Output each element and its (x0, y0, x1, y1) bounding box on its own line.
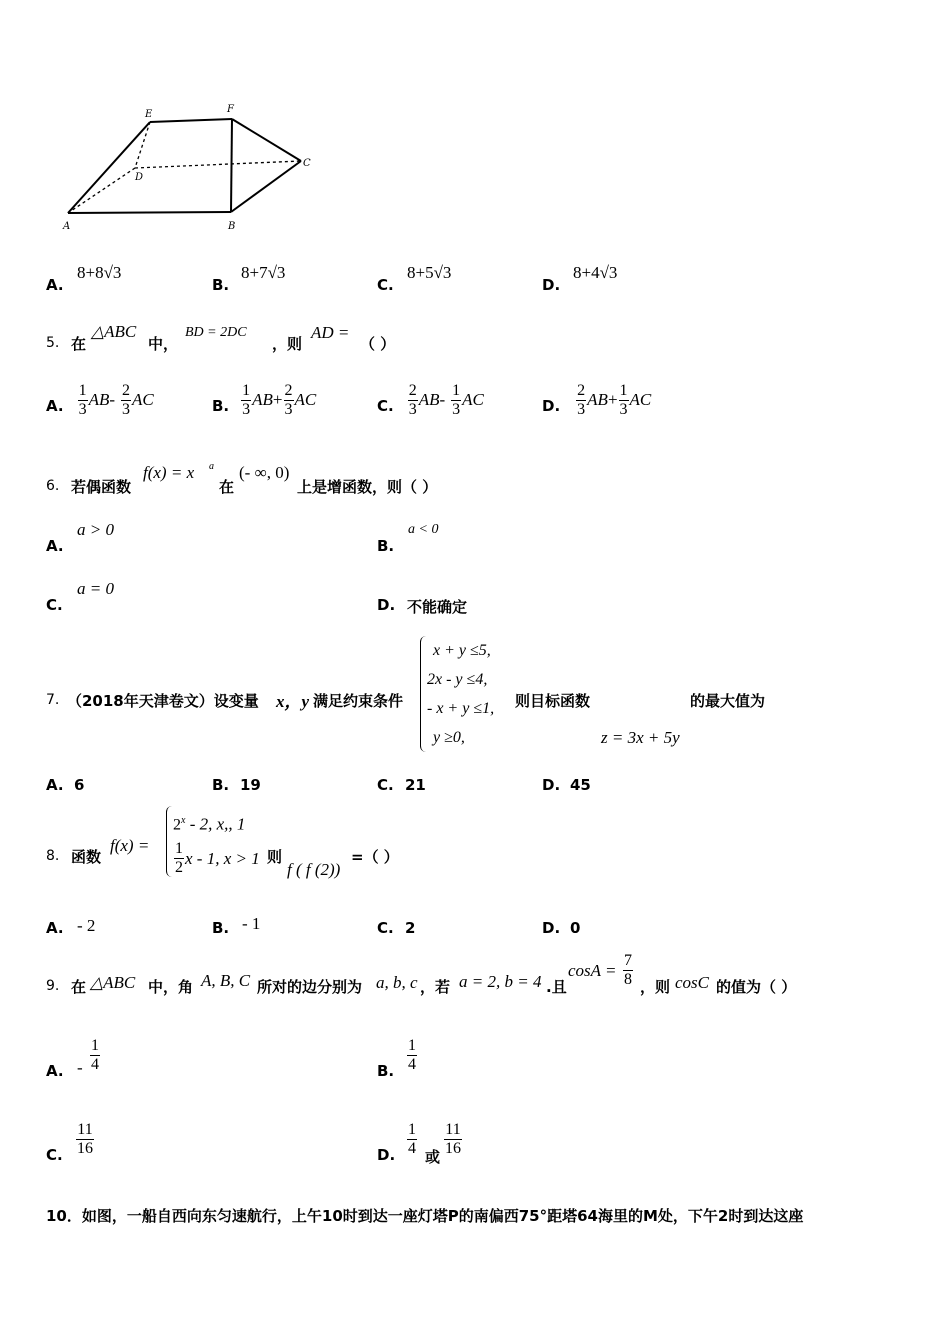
option-value: 8+7√3 (241, 263, 286, 282)
option-label: B. (377, 1062, 395, 1080)
math-fraction: $\frac{7}{8}$ (624, 952, 632, 988)
math-exponent: a (209, 461, 214, 472)
option-value: 2 (405, 919, 416, 937)
question-number: 9. (46, 978, 60, 994)
option-b: B. $\frac{1}{3}$ AB + $\frac{2}{3}$ AC (212, 381, 317, 418)
question-number: 5. (46, 335, 60, 351)
option-label: C. (46, 1146, 63, 1164)
question-text: 中，角 (148, 978, 194, 996)
option-label: B. (212, 919, 230, 937)
math-fraction: $\frac{1}{4}$ (91, 1037, 99, 1073)
constraint: - x + y ≤1, (427, 700, 495, 717)
math-expression: f ( f (2)) (287, 860, 341, 879)
option-value: 0 (570, 919, 581, 937)
option-value: 19 (240, 776, 261, 794)
math-expression: (- ∞, 0) (239, 463, 290, 482)
option-label: C. (46, 596, 63, 614)
question-text: =（ ） (351, 848, 399, 866)
question-text: 则 (267, 848, 283, 866)
option-label: B. (212, 276, 230, 294)
option-label: A. (46, 919, 64, 937)
math-expression: a = 2, b = 4 (459, 972, 542, 991)
vertex-label-c: C (303, 158, 311, 169)
question-text: 上是增函数，则（ ） (297, 478, 438, 496)
vertex-label-e: E (145, 109, 153, 120)
option-text: 或 (425, 1148, 441, 1166)
math-expression: △ABC (90, 973, 136, 992)
option-label: D. (377, 596, 396, 614)
question-number: 8. (46, 848, 60, 864)
math-fraction: $\frac{11}{16}$ (445, 1121, 461, 1157)
math-expression: f(x) = (110, 836, 150, 855)
option-label: A. (46, 1062, 64, 1080)
option-value: - 2 (77, 916, 96, 935)
question-text: 中， (148, 335, 179, 353)
question-text: 在 (71, 335, 87, 353)
vertex-label-f: F (227, 104, 234, 115)
option-label: B. (377, 537, 395, 555)
math-expression: a, b, c (376, 973, 418, 992)
option-label: D. (377, 1146, 396, 1164)
option-label: D. (542, 276, 561, 294)
math-vars: x，y (276, 692, 310, 711)
math-fraction: $\frac{11}{16}$ (77, 1121, 93, 1157)
math-expression: A, B, C (201, 971, 251, 990)
option-c: C. $\frac{2}{3}$ AB - $\frac{1}{3}$ AC (377, 381, 484, 418)
math-expression: BD = 2DC (185, 325, 247, 340)
option-label: A. (46, 276, 64, 294)
option-label: C. (377, 919, 394, 937)
option-value: a < 0 (408, 522, 439, 537)
piecewise-function (166, 806, 260, 877)
option-label: C. (377, 776, 394, 794)
question-text: 在 (71, 978, 87, 996)
question-text: 的值为（ ） (716, 978, 797, 996)
option-sign: - (77, 1058, 83, 1077)
constraint: 2x - y ≤4, (427, 671, 488, 688)
option-value: 8+5√3 (407, 263, 452, 282)
question-text: 函数 (71, 848, 102, 866)
question-number: 7. (46, 692, 60, 708)
vertex-label-d: D (135, 172, 144, 183)
piece: $\frac{1}{2}$ x - 1, x > 1 (175, 840, 260, 877)
option-value: a > 0 (77, 520, 114, 539)
question-text: ，则 (640, 978, 671, 996)
option-value: 8+4√3 (573, 263, 618, 282)
question-text: 则目标函数 (515, 692, 591, 710)
question-text: ，则 (272, 335, 303, 353)
option-value: 8+8√3 (77, 263, 122, 282)
question-text: 的最大值为 (690, 692, 766, 710)
piece: 2$^x$ - 2, x,, 1 (173, 814, 246, 834)
option-d: D. $\frac{2}{3}$ AB + $\frac{1}{3}$ AC (542, 381, 652, 418)
option-label: D. (542, 919, 561, 937)
vertex-label-b: B (228, 221, 236, 232)
constraint: y ≥0, (433, 729, 465, 746)
option-value: 21 (405, 776, 426, 794)
math-expression: △ABC (91, 322, 137, 341)
option-a: A. $\frac{1}{3}$ AB - $\frac{2}{3}$ AC (46, 381, 154, 418)
question-text: 若偶函数 (71, 478, 132, 496)
math-expression: cosC (675, 973, 709, 992)
math-fraction: $\frac{1}{4}$ (408, 1037, 416, 1073)
option-value: 不能确定 (407, 598, 468, 616)
option-label: C. (377, 276, 394, 294)
objective-function: z = 3x + 5y (601, 728, 680, 747)
question-10-text: 10．如图，一船自西向东匀速航行，上午10时到达一座灯塔P的南偏西75°距塔64海里的M处，下午2时到达这座 (46, 1207, 804, 1225)
question-text: .且 (546, 978, 567, 996)
constraint-system (420, 636, 494, 752)
answer-paren: （ ） (360, 335, 396, 353)
question-text: ，若 (420, 978, 451, 996)
math-expression: AD = (311, 323, 350, 342)
option-label: A. (46, 776, 64, 794)
question-text: 满足约束条件 (313, 692, 404, 710)
option-value: - 1 (242, 914, 261, 933)
option-value: 45 (570, 776, 591, 794)
math-fraction: $\frac{1}{4}$ (408, 1121, 416, 1157)
constraint: x + y ≤5, (433, 642, 491, 659)
option-label: D. (542, 776, 561, 794)
question-text: 在 (219, 478, 235, 496)
question-text: 所对的边分别为 (257, 978, 363, 996)
option-value: a = 0 (77, 579, 114, 598)
math-expression: f(x) = x (143, 463, 195, 482)
geometry-figure (55, 98, 325, 240)
vertex-label-a: A (63, 221, 71, 232)
option-label: A. (46, 537, 64, 555)
option-value: 6 (74, 776, 85, 794)
question-text: （2018年天津卷文）设变量 (67, 692, 259, 710)
math-expression: cosA = (568, 961, 617, 980)
question-number: 6. (46, 478, 60, 494)
option-label: B. (212, 776, 230, 794)
